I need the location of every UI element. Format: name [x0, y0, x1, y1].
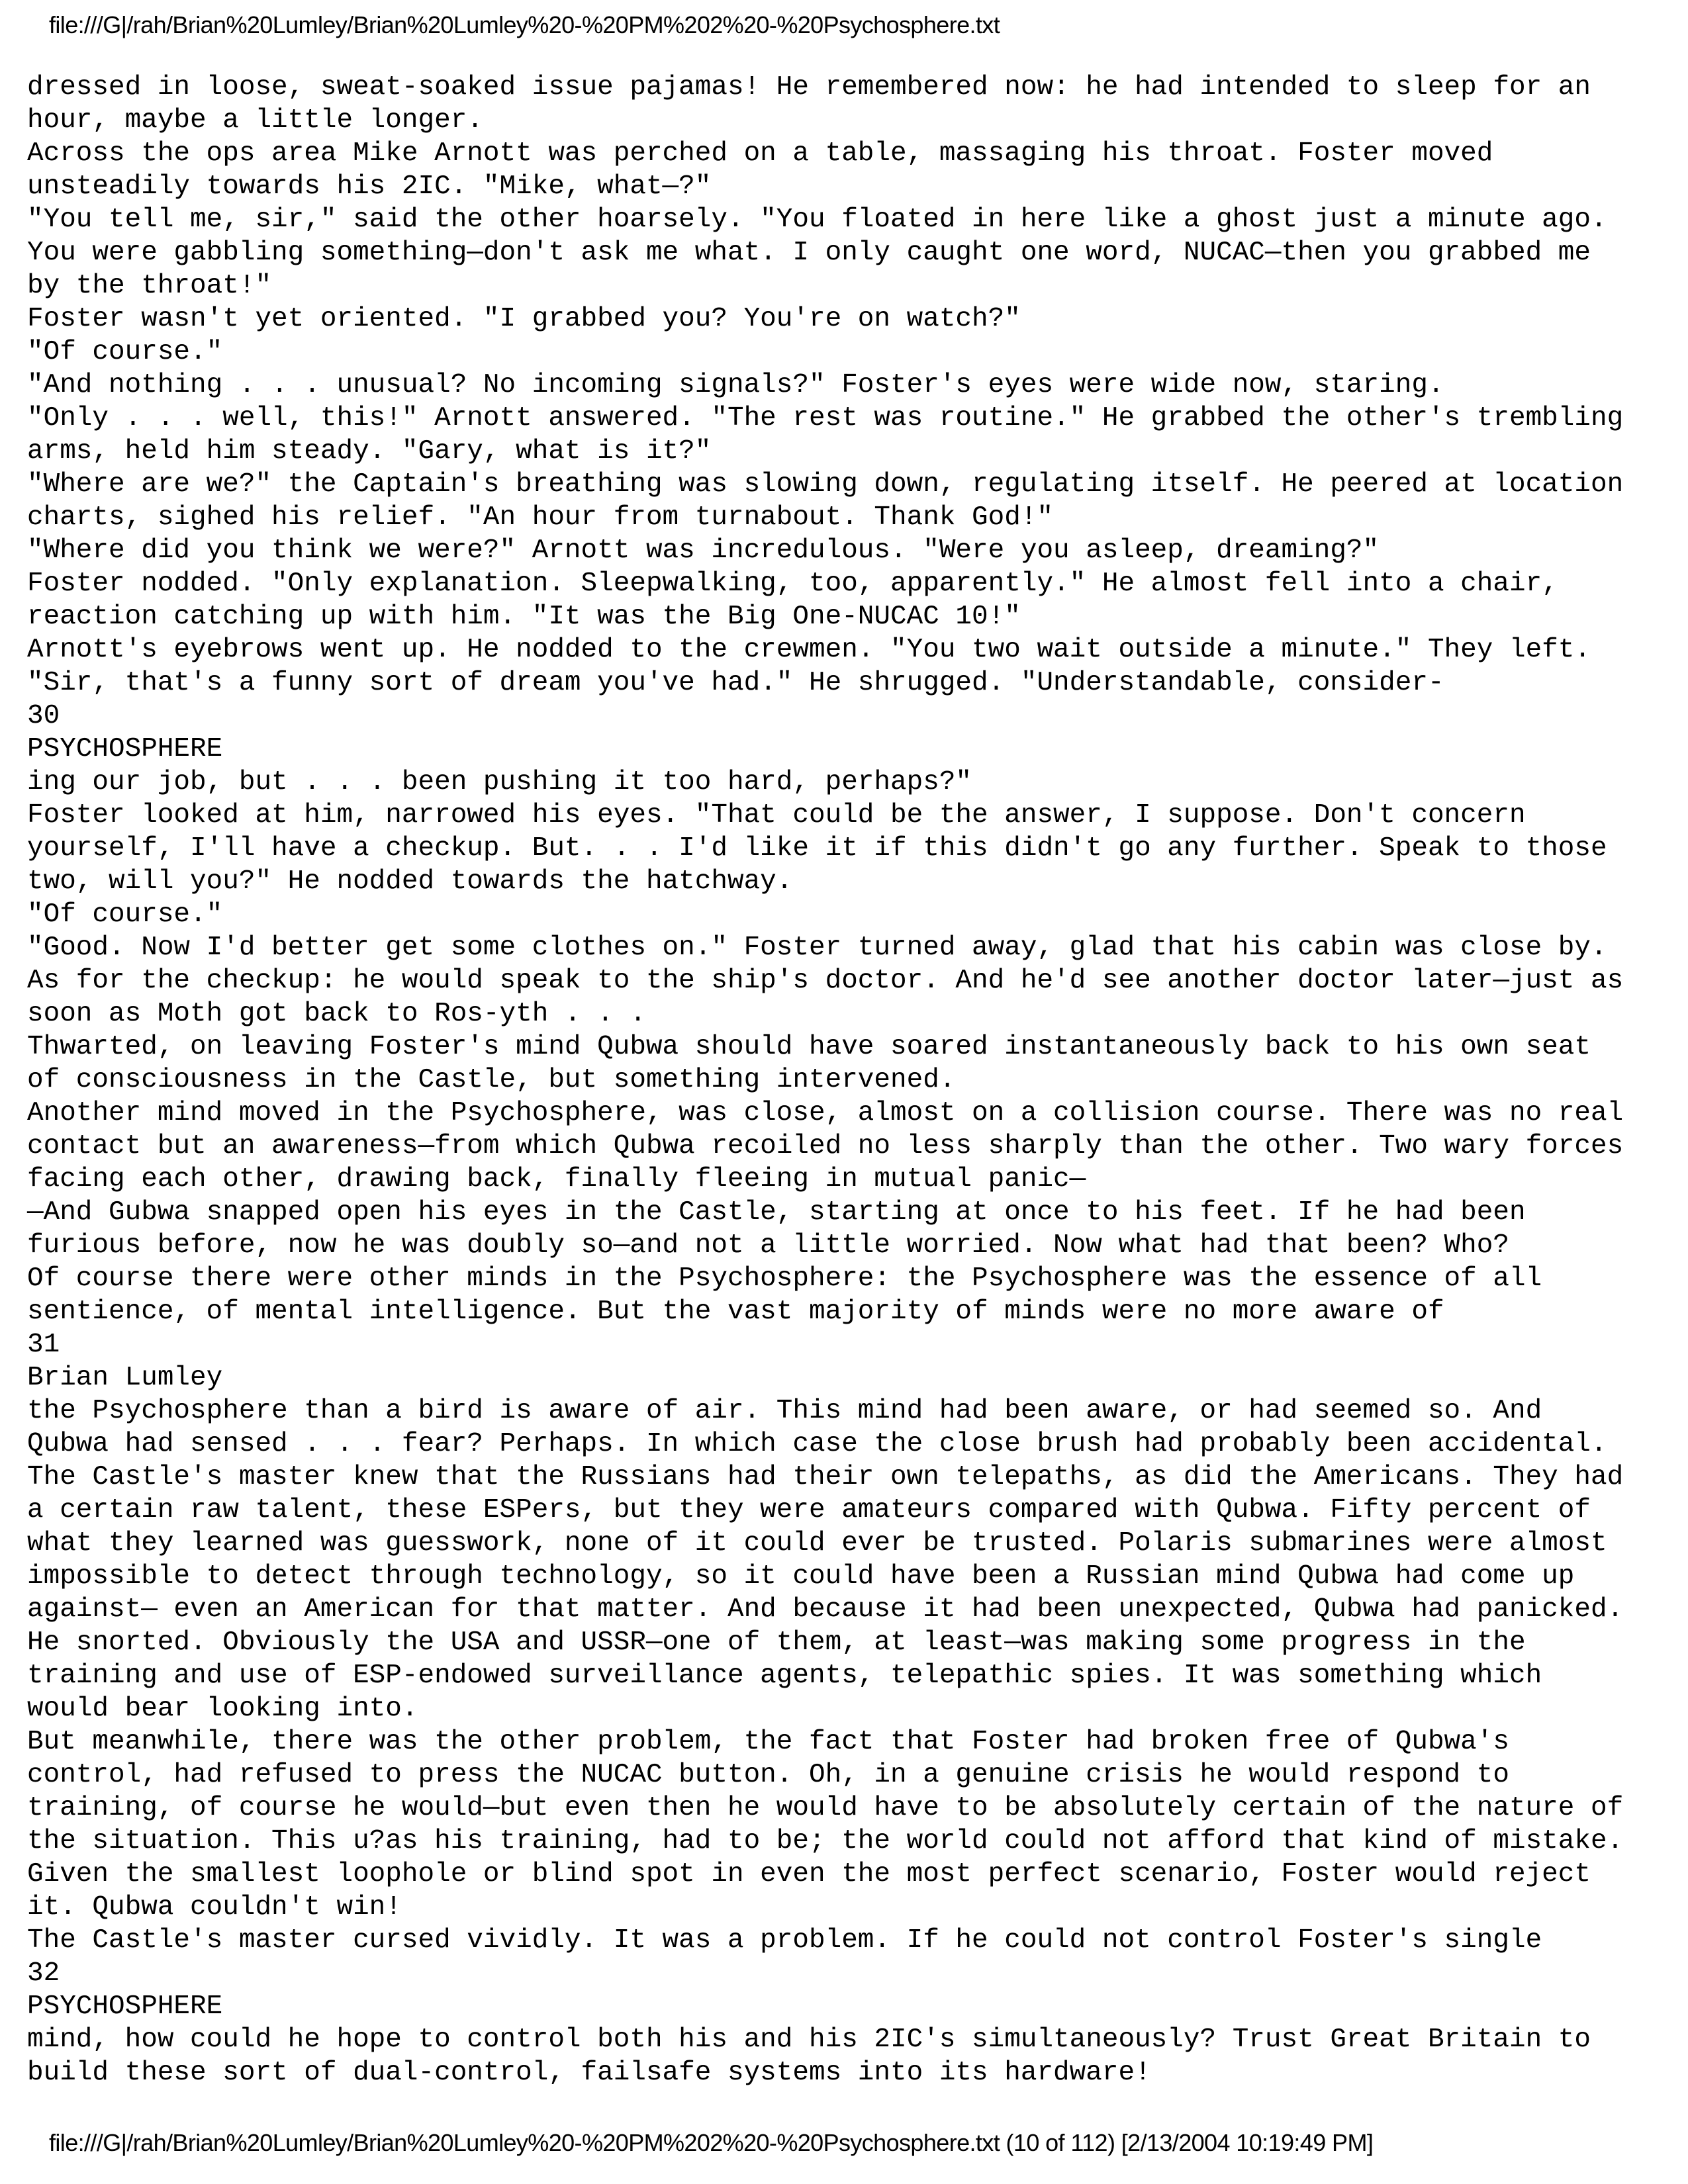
- text-line: Foster wasn't yet oriented. "I grabbed you? You're on watch?": [27, 304, 1021, 334]
- text-line: "Of course.": [27, 899, 223, 930]
- text-line: control, had refused to press the NUCAC button. Oh, in a genuine crisis he would respond to: [27, 1760, 1509, 1790]
- running-head: PSYCHOSPHERE: [27, 734, 223, 764]
- text-line: "And nothing . . . unusual? No incoming signals?" Foster's eyes were wide now, staring.: [27, 370, 1444, 400]
- text-line: against— even an American for that matter. And because it had been unexpected, Qubwa had panicked.: [27, 1594, 1624, 1625]
- text-line: "Sir, that's a funny sort of dream you've had." He shrugged. "Understandable, consider-: [27, 668, 1444, 698]
- text-line: it. Qubwa couldn't win!: [27, 1892, 402, 1923]
- text-line: He snorted. Obviously the USA and USSR—one of them, at least—was making some progress in the: [27, 1627, 1526, 1658]
- text-line: Arnott's eyebrows went up. He nodded to the crewmen. "You two wait outside a minute." They left.: [27, 635, 1591, 665]
- text-line: training, of course he would—but even then he would have to be absolutely certain of the nature of: [27, 1793, 1624, 1823]
- text-line: "You tell me, sir," said the other hoarsely. "You floated in here like a ghost just a minute ago.: [27, 205, 1607, 235]
- text-line: "Where are we?" the Captain's breathing was slowing down, regulating itself. He peered at location: [27, 469, 1624, 500]
- text-line: the Psychosphere than a bird is aware of air. This mind had been aware, or had seemed so. And: [27, 1396, 1542, 1426]
- text-line: Foster looked at him, narrowed his eyes. "That could be the answer, I suppose. Don't concern: [27, 800, 1526, 831]
- text-line: Of course there were other minds in the Psychosphere: the Psychosphere was the essence of all: [27, 1263, 1542, 1294]
- text-line: As for the checkup: he would speak to the ship's doctor. And he'd see another doctor later—just as: [27, 966, 1624, 996]
- text-line: of consciousness in the Castle, but something intervened.: [27, 1065, 956, 1095]
- text-line: hour, maybe a little longer.: [27, 105, 483, 136]
- running-head: Brian Lumley: [27, 1363, 223, 1393]
- text-line: reaction catching up with him. "It was the Big One-NUCAC 10!": [27, 602, 1021, 632]
- text-line: ing our job, but . . . been pushing it too hard, perhaps?": [27, 767, 972, 797]
- document-body: [27, 71, 1669, 2089]
- text-line: would bear looking into.: [27, 1694, 418, 1724]
- text-line: by the throat!": [27, 271, 272, 301]
- page-number: 30: [27, 701, 60, 731]
- text-line: contact but an awareness—from which Qubwa recoiled no less sharply than the other. Two wary forces: [27, 1131, 1624, 1161]
- text-line: furious before, now he was doubly so—and not a little worried. Now what had that been? Who?: [27, 1230, 1509, 1261]
- text-line: charts, sighed his relief. "An hour from turnabout. Thank God!": [27, 502, 1054, 533]
- footer-file-path: file:///G|/rah/Brian%20Lumley/Brian%20Lumley%20-%20PM%202%20-%20Psychosphere.txt (10 of 112) [2/13/2004 10:19:49 PM]: [49, 2129, 1374, 2156]
- text-line: Foster nodded. "Only explanation. Sleepwalking, too, apparently." He almost fell into a chair,: [27, 569, 1558, 599]
- text-line: Given the smallest loophole or blind spot in even the most perfect scenario, Foster would reject: [27, 1859, 1591, 1889]
- text-line: training and use of ESP-endowed surveillance agents, telepathic spies. It was something which: [27, 1661, 1542, 1691]
- text-line: mind, how could he hope to control both his and his 2IC's simultaneously? Trust Great Britain to: [27, 2025, 1591, 2055]
- text-line: unsteadily towards his 2IC. "Mike, what—?": [27, 171, 712, 202]
- text-line: dressed in loose, sweat-soaked issue pajamas! He remembered now: he had intended to sleep for an: [27, 72, 1591, 103]
- page-number: 32: [27, 1958, 60, 1989]
- running-head: PSYCHOSPHERE: [27, 1991, 223, 2022]
- text-line: what they learned was guesswork, none of it could ever be trusted. Polaris submarines were almost: [27, 1528, 1607, 1559]
- text-line: "Only . . . well, this!" Arnott answered. "The rest was routine." He grabbed the other's trembling: [27, 403, 1624, 433]
- text-line: The Castle's master knew that the Russians had their own telepaths, as did the Americans. They had: [27, 1462, 1624, 1492]
- text-line: The Castle's master cursed vividly. It was a problem. If he could not control Foster's single: [27, 1925, 1542, 1956]
- text-line: —And Gubwa snapped open his eyes in the Castle, starting at once to his feet. If he had been: [27, 1197, 1526, 1228]
- text-line: "Good. Now I'd better get some clothes on." Foster turned away, glad that his cabin was close by.: [27, 933, 1607, 963]
- text-line: Across the ops area Mike Arnott was perched on a table, massaging his throat. Foster moved: [27, 138, 1493, 169]
- text-line: "Of course.": [27, 337, 223, 367]
- text-line: facing each other, drawing back, finally fleeing in mutual panic—: [27, 1164, 1086, 1195]
- text-line: two, will you?" He nodded towards the hatchway.: [27, 866, 793, 897]
- text-line: sentience, of mental intelligence. But the vast majority of minds were no more aware of: [27, 1297, 1444, 1327]
- text-line: You were gabbling something—don't ask me what. I only caught one word, NUCAC—then you grabbed me: [27, 238, 1591, 268]
- header-file-path: file:///G|/rah/Brian%20Lumley/Brian%20Lumley%20-%20PM%202%20-%20Psychosphere.txt: [49, 11, 1000, 38]
- text-line: "Where did you think we were?" Arnott was incredulous. "Were you asleep, dreaming?": [27, 535, 1380, 566]
- text-line: soon as Moth got back to Ros-yth . . .: [27, 999, 646, 1029]
- text-line: arms, held him steady. "Gary, what is it?": [27, 436, 712, 467]
- text-line: the situation. This u?as his training, had to be; the world could not afford that kind of mistake.: [27, 1826, 1624, 1856]
- text-line: Another mind moved in the Psychosphere, was close, almost on a collision course. There was no real: [27, 1098, 1624, 1128]
- page-number: 31: [27, 1330, 60, 1360]
- text-line: But meanwhile, there was the other problem, the fact that Foster had broken free of Qubwa's: [27, 1727, 1509, 1757]
- text-line: a certain raw talent, these ESPers, but they were amateurs compared with Qubwa. Fifty percent of: [27, 1495, 1591, 1525]
- text-line: impossible to detect through technology, so it could have been a Russian mind Qubwa had come up: [27, 1561, 1575, 1592]
- text-line: yourself, I'll have a checkup. But. . . I'd like it if this didn't go any further. Speak to those: [27, 833, 1607, 864]
- text-line: Qubwa had sensed . . . fear? Perhaps. In which case the close brush had probably been accidental.: [27, 1429, 1607, 1459]
- text-line: Thwarted, on leaving Foster's mind Qubwa should have soared instantaneously back to his own seat: [27, 1032, 1591, 1062]
- text-line: build these sort of dual-control, failsafe systems into its hardware!: [27, 2058, 1151, 2088]
